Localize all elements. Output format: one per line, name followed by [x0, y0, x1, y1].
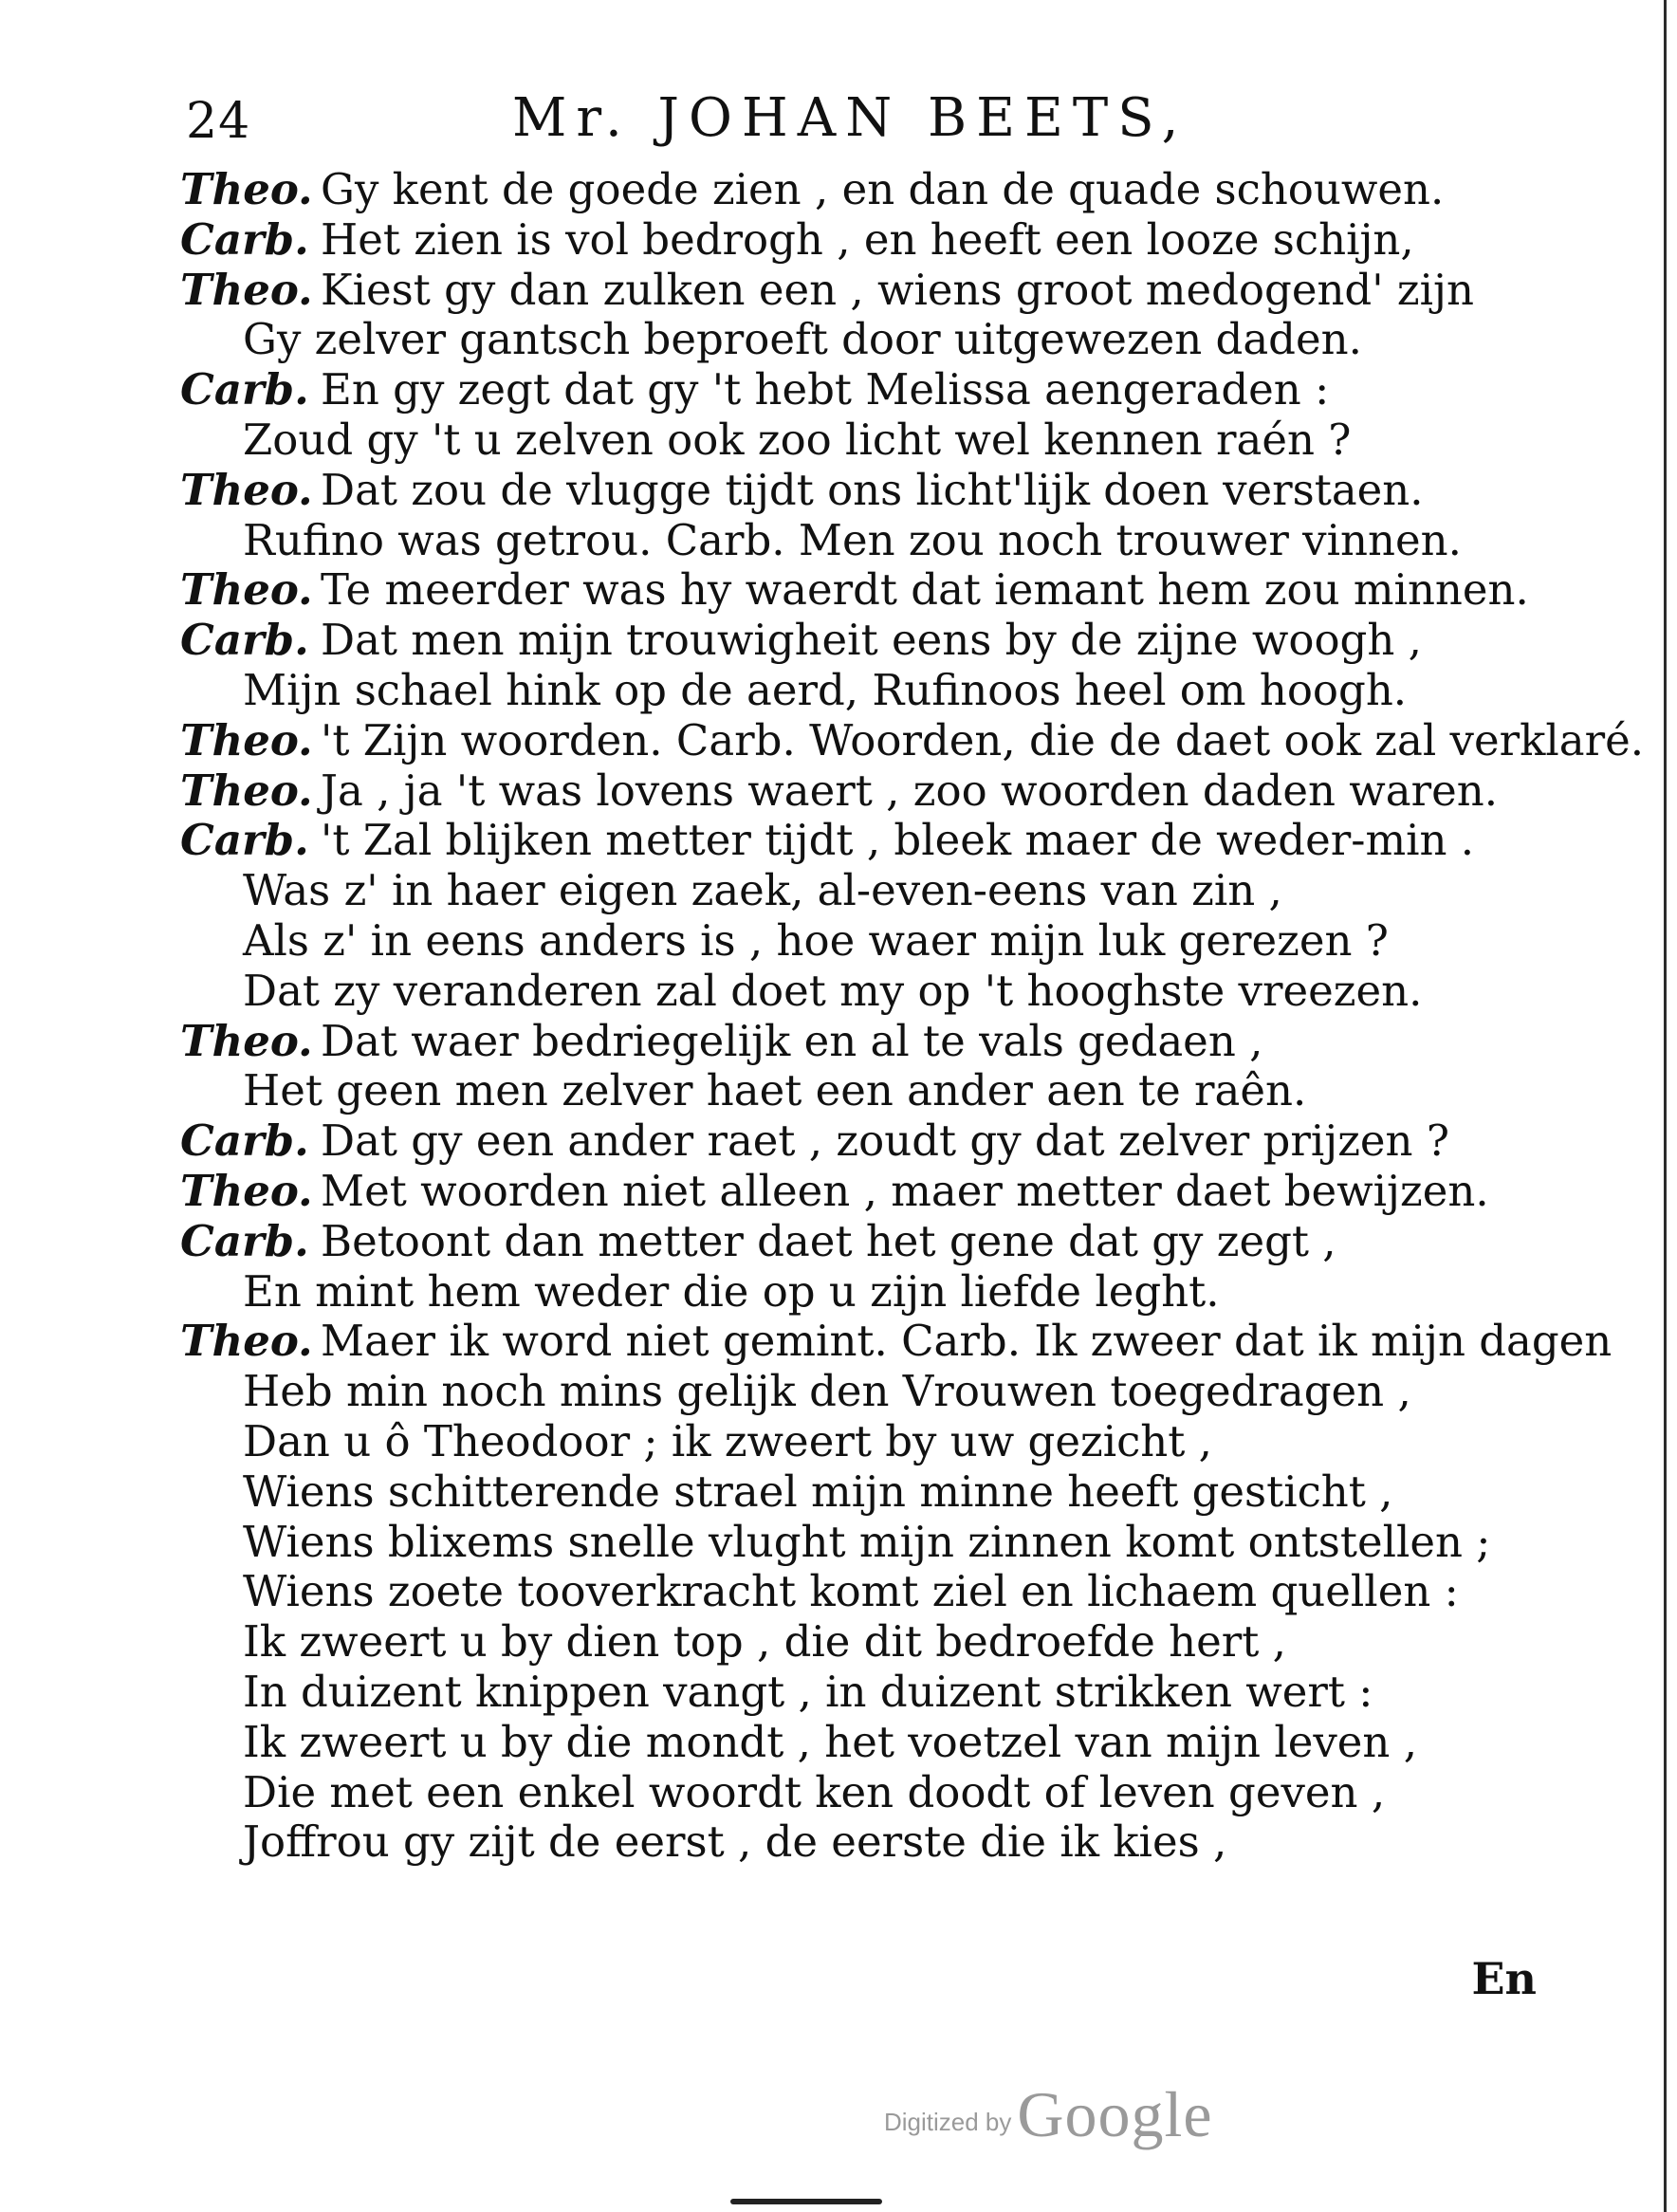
verse-text: Maer ik word niet gemint. Carb. Ik zweer dat ik mijn dagen	[321, 1316, 1612, 1367]
digitization-watermark	[884, 2077, 1213, 2152]
verse-line	[180, 1567, 1537, 1617]
verse-line	[180, 666, 1537, 716]
verse-text: In duizent knippen vangt , in duizent strikken wert :	[243, 1666, 1373, 1717]
verse-line	[180, 1518, 1537, 1568]
verse-line	[180, 1367, 1537, 1417]
verse-text: Met woorden niet alleen , maer metter daet bewijzen.	[321, 1165, 1489, 1216]
verse-text: Was z' in haer eigen zaek, al-even-eens van zin ,	[243, 865, 1282, 916]
verse-dialogue	[180, 164, 1645, 1868]
speaker-label: Carb.	[180, 815, 309, 866]
verse-line	[180, 266, 1537, 316]
verse-line	[180, 1116, 1537, 1167]
speaker-label: Theo.	[180, 564, 313, 616]
verse-line	[180, 714, 1645, 766]
verse-text: Gy zelver gantsch beproeft door uitgewezen daden.	[243, 314, 1362, 365]
verse-text: Het geen men zelver haet een ander aen te raên.	[243, 1065, 1307, 1116]
verse-line	[180, 466, 1537, 516]
verse-line	[180, 315, 1537, 365]
speaker-label: Carb.	[180, 364, 309, 415]
verse-line	[180, 1316, 1612, 1367]
speaker-label: Theo.	[180, 164, 313, 214]
verse-text: Ik zweert u by dien top , die dit bedroefde hert ,	[243, 1616, 1286, 1668]
verse-line	[180, 165, 1537, 215]
verse-text: Het zien is vol bedrogh , en heeft een looze schijn,	[321, 213, 1414, 265]
verse-text: Wiens schitterende strael mijn minne heeft gesticht ,	[243, 1465, 1393, 1517]
verse-text: Rufino was getrou. Carb. Men zou noch trouwer vinnen.	[243, 514, 1462, 565]
verse-line	[180, 866, 1537, 916]
speaker-label: Theo.	[180, 1015, 313, 1066]
verse-text: En gy zegt dat gy 't hebt Melissa aengeraden :	[321, 364, 1330, 415]
speaker-label: Carb.	[180, 1215, 309, 1266]
verse-text: Ik zweert u by die mondt , het voetzel van mijn leven ,	[243, 1716, 1418, 1767]
verse-line	[180, 1668, 1537, 1718]
verse-text: 't Zal blijken metter tijdt , bleek maer de weder-min .	[321, 815, 1475, 866]
speaker-label: Theo.	[180, 1165, 313, 1216]
verse-line	[180, 1167, 1537, 1217]
speaker-label: Carb.	[180, 213, 309, 265]
google-logo: Google	[1017, 2078, 1213, 2150]
verse-text: Dat zou de vlugge tijdt ons licht'lijk doen verstaen.	[321, 464, 1424, 515]
verse-text: Wiens zoete tooverkracht komt ziel en lichaem quellen :	[243, 1566, 1459, 1617]
verse-text: Dat waer bedriegelijk en al te vals gedaen ,	[321, 1015, 1263, 1066]
verse-text: Te meerder was hy waerdt dat iemant hem zou minnen.	[321, 564, 1529, 616]
verse-text: Ja , ja 't was lovens waert , zoo woorden daden waren.	[321, 765, 1499, 816]
verse-text: Betoont dan metter daet het gene dat gy zegt ,	[321, 1215, 1336, 1266]
verse-line	[180, 365, 1537, 415]
verse-line	[180, 1718, 1537, 1768]
verse-line	[180, 516, 1537, 566]
scan-artifact-mark	[730, 2199, 882, 2204]
page-number: 24	[186, 93, 251, 150]
speaker-label: Theo.	[180, 1316, 313, 1367]
verse-line	[180, 1017, 1537, 1067]
verse-text: Dat zy veranderen zal doet my op 't hooghste vreezen.	[243, 965, 1423, 1016]
verse-line	[180, 916, 1537, 967]
verse-text: Als z' in eens anders is , hoe waer mijn luk gerezen ?	[243, 914, 1389, 966]
verse-line	[180, 616, 1537, 666]
speaker-label: Theo.	[180, 714, 313, 765]
verse-line	[180, 415, 1537, 466]
catchword: En	[1471, 1953, 1537, 2004]
verse-line	[180, 816, 1537, 866]
speaker-label: Carb.	[180, 615, 309, 666]
speaker-label: Theo.	[180, 765, 313, 816]
watermark-prefix: Digitized by	[884, 2108, 1012, 2136]
verse-line	[180, 1066, 1537, 1116]
verse-line	[180, 1817, 1537, 1868]
verse-line	[180, 967, 1537, 1017]
page-header	[186, 82, 1324, 157]
verse-line	[180, 565, 1537, 616]
verse-text: Kiest gy dan zulken een , wiens groot medogend' zijn	[321, 264, 1474, 315]
speaker-label: Theo.	[180, 264, 313, 315]
verse-line	[180, 215, 1537, 266]
verse-line	[180, 766, 1537, 817]
verse-text: En mint hem weder die op u zijn liefde leght.	[243, 1265, 1220, 1317]
verse-text: Heb min noch mins gelijk den Vrouwen toegedragen ,	[243, 1366, 1411, 1417]
verse-text: Zoud gy 't u zelven ook zoo licht wel kennen raén ?	[243, 414, 1352, 465]
verse-line	[180, 1768, 1537, 1818]
verse-text: Dan u ô Theodoor ; ik zweert by uw gezicht ,	[243, 1415, 1212, 1466]
speaker-label: Carb.	[180, 1115, 309, 1167]
running-head: Mr. JOHAN BEETS,	[512, 87, 1189, 149]
verse-text: Wiens blixems snelle vlught mijn zinnen komt ontstellen ;	[243, 1516, 1491, 1567]
verse-line	[180, 1267, 1537, 1318]
verse-text: 't Zijn woorden. Carb. Woorden, die de daet ook zal verklaré.	[321, 714, 1645, 765]
verse-text: Die met een enkel woordt ken doodt of leven geven ,	[243, 1766, 1386, 1817]
verse-text: Gy kent de goede zien , en dan de quade schouwen.	[321, 164, 1445, 214]
verse-text: Dat gy een ander raet , zoudt gy dat zelver prijzen ?	[321, 1115, 1449, 1167]
verse-line	[180, 1617, 1537, 1668]
verse-text: Dat men mijn trouwigheit eens by de zijne woogh ,	[321, 615, 1422, 666]
speaker-label: Theo.	[180, 464, 313, 515]
verse-line	[180, 1467, 1537, 1518]
verse-line	[180, 1217, 1537, 1267]
page-edge-rule	[1664, 0, 1667, 2212]
verse-text: Joffrou gy zijt de eerst , de eerste die ik kies ,	[243, 1816, 1227, 1868]
verse-text: Mijn schael hink op de aerd, Rufinoos heel om hoogh.	[243, 664, 1408, 715]
verse-line	[180, 1417, 1537, 1467]
